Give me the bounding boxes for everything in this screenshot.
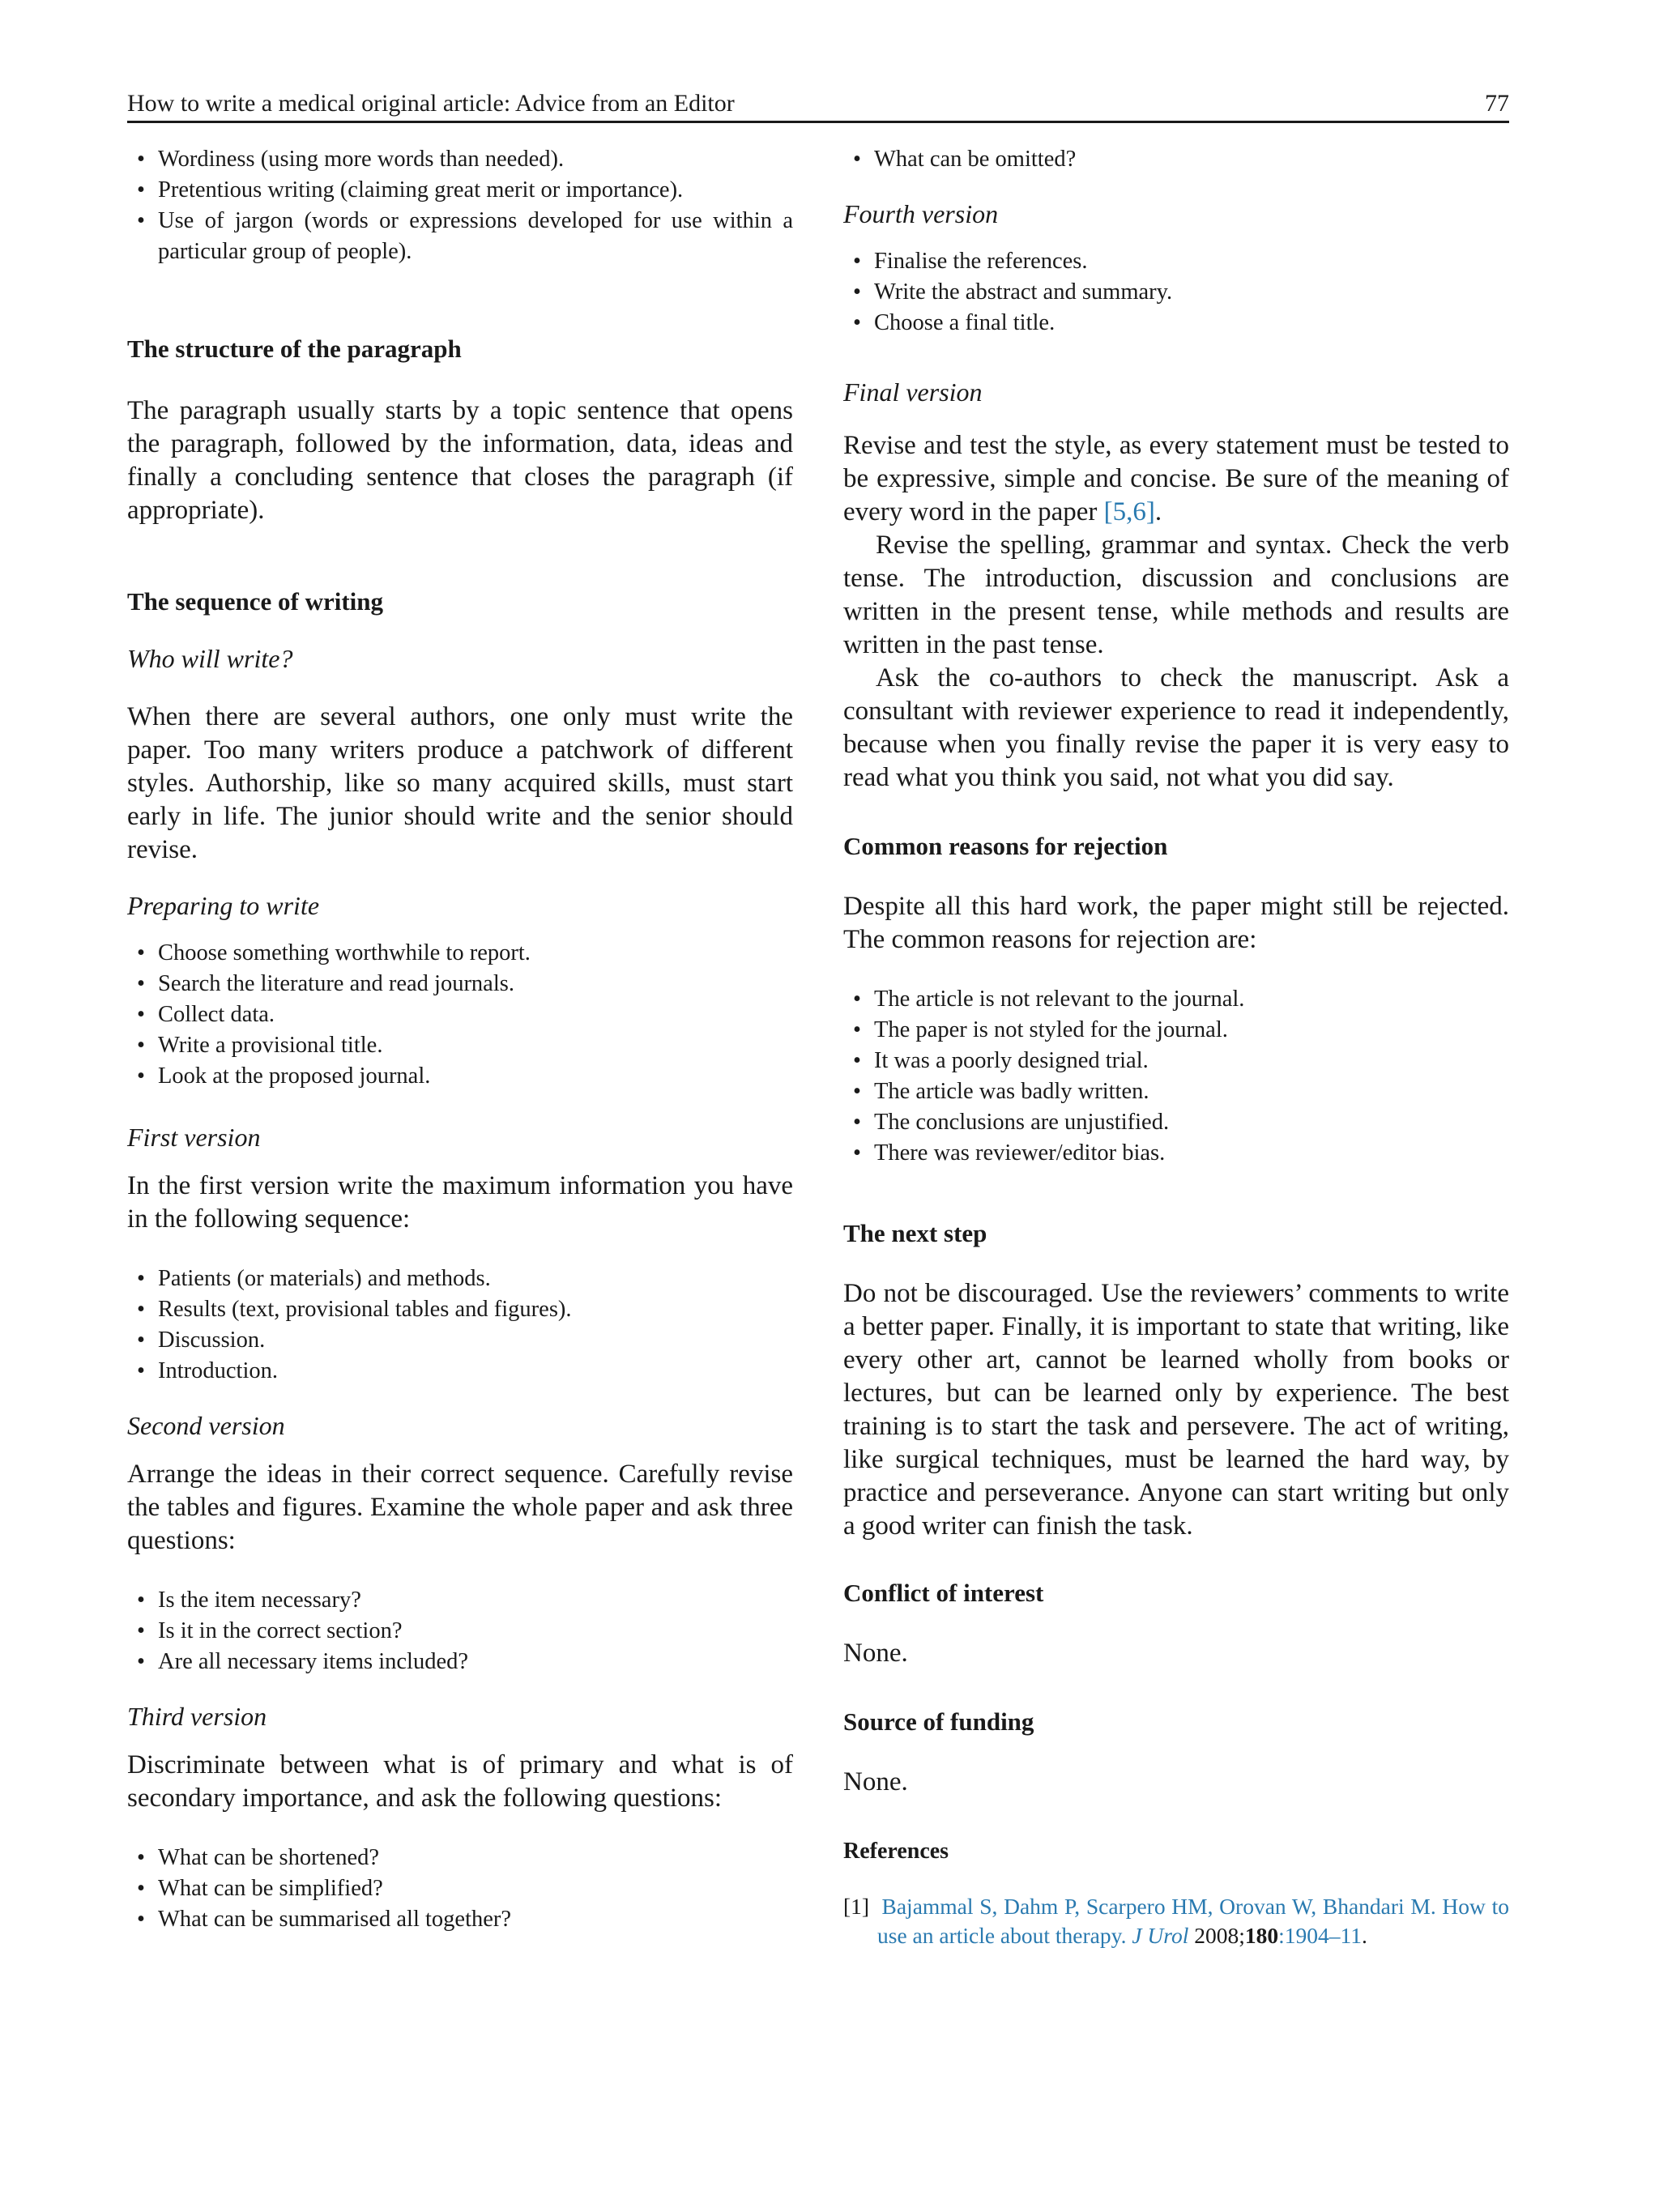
reference-volume: 180 <box>1244 1923 1279 1948</box>
list-item: • What can be omitted? <box>843 144 1509 175</box>
section-heading-rejection: Common reasons for rejection <box>843 832 1168 860</box>
third-version-bullets <box>127 1843 793 1935</box>
paragraph-next-step: Do not be discouraged. Use the reviewers’ comments to write a better paper. Finally, it is important to state that writing, like every other art, cannot be learned wholly from books or lectures, but can be learned only by experience. The best training is to start the task and persevere. The act of writing, like surgical techniques, must be learned the hard way, by practice and perseverance. Anyone can start writing but only a good writer can finish the task. <box>843 1279 1509 1541</box>
list-item: • The conclusions are unjustified. <box>843 1107 1509 1138</box>
list-item: • Write a provisional title. <box>127 1030 793 1061</box>
list-item: • It was a poorly designed trial. <box>843 1046 1509 1076</box>
left-column <box>127 144 793 1935</box>
list-item: • What can be shortened? <box>127 1843 793 1873</box>
list-item: • What can be summarised all together? <box>127 1904 793 1935</box>
reference-year: 2008; <box>1188 1923 1245 1948</box>
paragraph-third-version: Discriminate between what is of primary and what is of secondary importance, and ask the following questions: <box>127 1750 793 1813</box>
subheading-fourth-version: Fourth version <box>843 199 999 228</box>
intro-bullets <box>127 144 793 267</box>
list-item: • Is it in the correct section? <box>127 1616 793 1647</box>
list-item: • Wordiness (using more words than needed). <box>127 144 793 175</box>
list-item: • Write the abstract and summary. <box>843 277 1509 308</box>
paragraph-final-version-1 <box>843 429 1509 529</box>
preparing-bullets <box>127 938 793 1092</box>
list-item: • Use of jargon (words or expressions developed for use within a particular group of people). <box>127 206 793 267</box>
final-version-period: . <box>1154 497 1162 526</box>
list-item: • Finalise the references. <box>843 246 1509 277</box>
subheading-who-will-write: Who will write? <box>127 644 293 673</box>
paragraph-structure: The paragraph usually starts by a topic sentence that opens the paragraph, followed by the information, data, ideas and finally a concluding sentence that closes the paragraph (if appropriate). <box>127 396 793 525</box>
first-version-bullets <box>127 1264 793 1387</box>
list-item: • Choose a final title. <box>843 308 1509 339</box>
list-item: • The article was badly written. <box>843 1076 1509 1107</box>
final-version-text: Revise and test the style, as every statement must be tested to be expressive, simple and concise. Be sure of the meaning of every word in the paper <box>843 431 1509 526</box>
section-heading-next-step: The next step <box>843 1219 987 1247</box>
subheading-third-version: Third version <box>127 1702 267 1731</box>
references-heading: References <box>843 1839 949 1864</box>
reference-authors-title: Bajammal S, Dahm P, Scarpero HM, Orovan W, Bhandari M. How to use an article about therapy. <box>877 1894 1510 1948</box>
fourth-version-bullets <box>843 246 1509 339</box>
third-version-bullets-continued <box>843 144 1509 175</box>
list-item: • Patients (or materials) and methods. <box>127 1264 793 1294</box>
list-item: • The paper is not styled for the journal. <box>843 1015 1509 1046</box>
paragraph-second-version: Arrange the ideas in their correct sequence. Carefully revise the tables and figures. Examine the whole paper and ask three questions: <box>127 1460 793 1555</box>
list-item: • Results (text, provisional tables and figures). <box>127 1294 793 1325</box>
list-item: • Is the item necessary? <box>127 1585 793 1616</box>
list-item: • Pretentious writing (claiming great merit or importance). <box>127 175 793 206</box>
section-heading-conflict: Conflict of interest <box>843 1579 1044 1607</box>
paragraph-who-will-write: When there are several authors, one only must write the paper. Too many writers produce a patchwork of different styles. Authorship, like so many acquired skills, must start early in life. The junior should write and the senior should revise. <box>127 702 793 864</box>
list-item: • Are all necessary items included? <box>127 1647 793 1677</box>
list-item: • Discussion. <box>127 1325 793 1356</box>
second-version-bullets <box>127 1585 793 1677</box>
list-item: • The article is not relevant to the journal. <box>843 984 1509 1015</box>
right-column <box>843 144 1509 1950</box>
running-header <box>127 87 1509 123</box>
section-heading-funding: Source of funding <box>843 1707 1034 1736</box>
list-item: • Look at the proposed journal. <box>127 1061 793 1092</box>
paragraph-final-version-3: Ask the co-authors to check the manuscript. Ask a consultant with reviewer experience to read it independently, because when you finally revise the paper it is very easy to read what you think you said, not what you did say. <box>843 663 1509 792</box>
subheading-final-version: Final version <box>843 377 983 407</box>
paragraph-first-version: In the first version write the maximum information you have in the following sequence: <box>127 1171 793 1234</box>
list-item: • Collect data. <box>127 999 793 1030</box>
section-heading-sequence: The sequence of writing <box>127 587 384 616</box>
rejection-bullets <box>843 984 1509 1169</box>
list-item: • Search the literature and read journals. <box>127 969 793 999</box>
subheading-second-version: Second version <box>127 1411 285 1440</box>
reference-number: [1] <box>843 1894 870 1919</box>
reference-1[interactable] <box>843 1892 1509 1950</box>
list-item: • What can be simplified? <box>127 1873 793 1904</box>
running-title: How to write a medical original article: Advice from an Editor <box>127 90 735 117</box>
paragraph-final-version-2: Revise the spelling, grammar and syntax. Check the verb tense. The introduction, discussion and conclusions are written in the present tense, while methods and results are written in the past tense. <box>843 531 1509 659</box>
list-item: • There was reviewer/editor bias. <box>843 1138 1509 1169</box>
paragraph-rejection: Despite all this hard work, the paper might still be rejected. The common reasons for rejection are: <box>843 892 1509 954</box>
reference-end: . <box>1362 1923 1367 1948</box>
subheading-preparing: Preparing to write <box>127 891 320 920</box>
subheading-first-version: First version <box>127 1123 261 1152</box>
list-item: • Choose something worthwhile to report. <box>127 938 793 969</box>
page-number: 77 <box>1485 90 1509 117</box>
paragraph-funding: None. <box>843 1767 908 1796</box>
reference-pages: :1904–11 <box>1278 1923 1362 1948</box>
paragraph-conflict: None. <box>843 1639 908 1668</box>
list-item: • Introduction. <box>127 1356 793 1387</box>
section-heading-structure: The structure of the paragraph <box>127 335 462 363</box>
citation-link-5-6[interactable]: [5,6] <box>1103 497 1155 526</box>
reference-journal: J Urol <box>1132 1923 1189 1948</box>
